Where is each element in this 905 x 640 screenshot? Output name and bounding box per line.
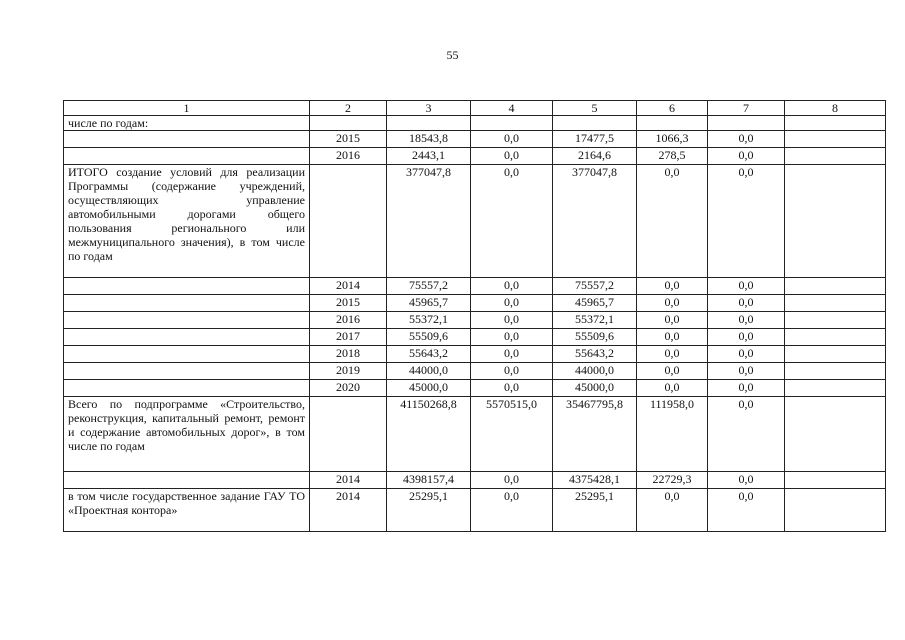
cell-total: 55509,6 — [387, 329, 471, 346]
table-row — [64, 363, 886, 380]
header-cell: 7 — [708, 101, 785, 116]
cell-col8 — [785, 312, 886, 329]
row-description — [64, 148, 310, 165]
row-description — [64, 363, 310, 380]
header-cell: 8 — [785, 101, 886, 116]
cell-federal: 0,0 — [471, 329, 553, 346]
cell-total: 2443,1 — [387, 148, 471, 165]
cell-federal: 0,0 — [471, 489, 553, 532]
cell-local: 0,0 — [637, 363, 708, 380]
table-row — [64, 489, 886, 532]
cell-extrabudget: 0,0 — [708, 329, 785, 346]
cell-regional: 45965,7 — [553, 295, 637, 312]
header-cell: 2 — [310, 101, 387, 116]
cell-col8 — [785, 329, 886, 346]
row-year: 2014 — [310, 472, 387, 489]
header-cell: 1 — [64, 101, 310, 116]
cell-extrabudget: 0,0 — [708, 346, 785, 363]
table-row — [64, 278, 886, 295]
row-year: 2015 — [310, 295, 387, 312]
cell-federal: 0,0 — [471, 165, 553, 278]
row-year: 2016 — [310, 312, 387, 329]
row-description — [64, 380, 310, 397]
cell-col8 — [785, 131, 886, 148]
cell-total: 4398157,4 — [387, 472, 471, 489]
cell-col8 — [785, 472, 886, 489]
cell-total: 75557,2 — [387, 278, 471, 295]
cell-extrabudget: 0,0 — [708, 148, 785, 165]
cell-total: 377047,8 — [387, 165, 471, 278]
cell-federal: 0,0 — [471, 363, 553, 380]
table-row — [64, 295, 886, 312]
cell-federal: 0,0 — [471, 472, 553, 489]
cell-total: 25295,1 — [387, 489, 471, 532]
cell-federal: 0,0 — [471, 278, 553, 295]
cell-local: 278,5 — [637, 148, 708, 165]
cell-local: 0,0 — [637, 278, 708, 295]
cell-extrabudget — [708, 116, 785, 131]
cell-regional: 75557,2 — [553, 278, 637, 295]
header-cell: 5 — [553, 101, 637, 116]
table-header-row — [64, 101, 886, 116]
cell-federal: 0,0 — [471, 312, 553, 329]
row-description — [64, 329, 310, 346]
row-description — [64, 278, 310, 295]
row-year: 2017 — [310, 329, 387, 346]
cell-total: 18543,8 — [387, 131, 471, 148]
cell-regional: 2164,6 — [553, 148, 637, 165]
table-row — [64, 472, 886, 489]
cell-total: 45000,0 — [387, 380, 471, 397]
cell-total: 55372,1 — [387, 312, 471, 329]
header-cell: 6 — [637, 101, 708, 116]
cell-regional: 55509,6 — [553, 329, 637, 346]
row-description: Всего по подпрограмме «Строительство, реконструкция, капитальный ремонт, ремонт и содержание автомобильных дорог», в том числе по годам — [64, 397, 310, 472]
cell-regional: 35467795,8 — [553, 397, 637, 472]
table-row — [64, 165, 886, 278]
cell-total — [387, 116, 471, 131]
row-description — [64, 472, 310, 489]
row-description — [64, 295, 310, 312]
cell-local: 111958,0 — [637, 397, 708, 472]
cell-col8 — [785, 363, 886, 380]
row-year — [310, 165, 387, 278]
row-description — [64, 346, 310, 363]
cell-local: 0,0 — [637, 312, 708, 329]
cell-extrabudget: 0,0 — [708, 295, 785, 312]
cell-col8 — [785, 278, 886, 295]
cell-extrabudget: 0,0 — [708, 312, 785, 329]
row-description — [64, 131, 310, 148]
cell-regional — [553, 116, 637, 131]
cell-extrabudget: 0,0 — [708, 165, 785, 278]
cell-extrabudget: 0,0 — [708, 131, 785, 148]
cell-local: 0,0 — [637, 295, 708, 312]
table-row — [64, 148, 886, 165]
row-year: 2014 — [310, 489, 387, 532]
row-year: 2015 — [310, 131, 387, 148]
cell-total: 55643,2 — [387, 346, 471, 363]
cell-extrabudget: 0,0 — [708, 363, 785, 380]
cell-regional: 44000,0 — [553, 363, 637, 380]
cell-local: 0,0 — [637, 165, 708, 278]
cell-local — [637, 116, 708, 131]
row-year: 2019 — [310, 363, 387, 380]
table-row — [64, 380, 886, 397]
cell-regional: 377047,8 — [553, 165, 637, 278]
row-year — [310, 116, 387, 131]
cell-extrabudget: 0,0 — [708, 472, 785, 489]
cell-federal: 0,0 — [471, 148, 553, 165]
cell-extrabudget: 0,0 — [708, 489, 785, 532]
cell-federal — [471, 116, 553, 131]
cell-local: 22729,3 — [637, 472, 708, 489]
row-description — [64, 312, 310, 329]
cell-local: 0,0 — [637, 346, 708, 363]
cell-col8 — [785, 165, 886, 278]
cell-federal: 0,0 — [471, 295, 553, 312]
cell-regional: 45000,0 — [553, 380, 637, 397]
cell-regional: 55643,2 — [553, 346, 637, 363]
cell-regional: 55372,1 — [553, 312, 637, 329]
row-year: 2018 — [310, 346, 387, 363]
table-row — [64, 131, 886, 148]
budget-table — [63, 100, 886, 532]
table-row — [64, 116, 886, 131]
cell-col8 — [785, 489, 886, 532]
cell-col8 — [785, 295, 886, 312]
header-cell: 4 — [471, 101, 553, 116]
row-description: в том числе государственное задание ГАУ ТО «Проектная контора» — [64, 489, 310, 532]
table-row — [64, 346, 886, 363]
header-cell: 3 — [387, 101, 471, 116]
cell-extrabudget: 0,0 — [708, 380, 785, 397]
cell-regional: 17477,5 — [553, 131, 637, 148]
cell-federal: 5570515,0 — [471, 397, 553, 472]
cell-regional: 4375428,1 — [553, 472, 637, 489]
cell-local: 0,0 — [637, 489, 708, 532]
cell-col8 — [785, 397, 886, 472]
row-year: 2014 — [310, 278, 387, 295]
cell-local: 0,0 — [637, 329, 708, 346]
row-description: числе по годам: — [64, 116, 310, 131]
cell-federal: 0,0 — [471, 131, 553, 148]
cell-extrabudget: 0,0 — [708, 397, 785, 472]
cell-col8 — [785, 346, 886, 363]
table-row — [64, 397, 886, 472]
table-row — [64, 312, 886, 329]
cell-regional: 25295,1 — [553, 489, 637, 532]
cell-local: 0,0 — [637, 380, 708, 397]
row-year: 2016 — [310, 148, 387, 165]
cell-total: 44000,0 — [387, 363, 471, 380]
cell-total: 41150268,8 — [387, 397, 471, 472]
row-description: ИТОГО создание условий для реализации Программы (содержание учреждений, осуществляющих управление автомобильными дорогами общего пользования регионального или межмуниципального значения), в том числе по годам — [64, 165, 310, 278]
page-number: 55 — [446, 48, 459, 62]
cell-col8 — [785, 380, 886, 397]
table-row — [64, 329, 886, 346]
row-year: 2020 — [310, 380, 387, 397]
cell-col8 — [785, 116, 886, 131]
cell-col8 — [785, 148, 886, 165]
cell-federal: 0,0 — [471, 346, 553, 363]
cell-extrabudget: 0,0 — [708, 278, 785, 295]
cell-local: 1066,3 — [637, 131, 708, 148]
cell-total: 45965,7 — [387, 295, 471, 312]
row-year — [310, 397, 387, 472]
cell-federal: 0,0 — [471, 380, 553, 397]
